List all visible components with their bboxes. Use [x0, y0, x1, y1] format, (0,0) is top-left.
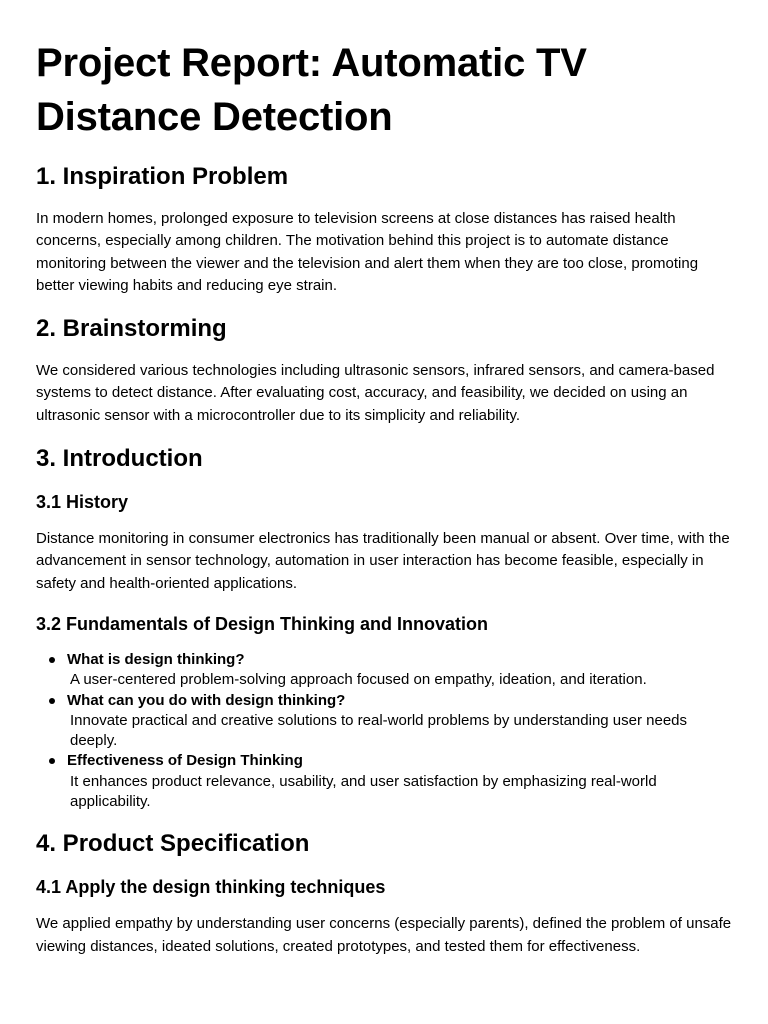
section-heading: 3. Introduction	[36, 445, 203, 473]
section-introduction	[36, 444, 732, 812]
document-title: Project Report: Automatic TV Distance Detection	[36, 41, 587, 139]
section-paragraph: We considered various technologies including ultrasonic sensors, infrared sensors, and camera-based systems to detect distance. After evaluating cost, accuracy, and feasibility, we decided on using an ultrasonic sensor with a microcontroller due to its simplicity and reliability.	[36, 362, 715, 424]
bullet-list	[36, 650, 732, 812]
section-inspiration-problem	[36, 162, 732, 297]
subsection-history	[36, 490, 732, 595]
section-heading: 4. Product Specification	[36, 830, 310, 858]
list-item-description: A user-centered problem-solving approach focused on empathy, ideation, and iteration.	[70, 671, 647, 689]
list-item	[67, 751, 732, 812]
subsection-heading: 3.1 History	[36, 492, 129, 513]
list-item-description: It enhances product relevance, usability, and user satisfaction by emphasizing real-world applicability.	[70, 772, 657, 811]
subsection-heading: 4.1 Apply the design thinking techniques	[36, 877, 386, 898]
section-heading: 2. Brainstorming	[36, 315, 227, 343]
list-item-term: What is design thinking?	[67, 650, 245, 668]
list-item	[67, 691, 732, 752]
subsection-design-thinking-techniques	[36, 875, 732, 958]
subsection-paragraph: We applied empathy by understanding user concerns (especially parents), defined the problem of unsafe viewing distances, ideated solutions, created prototypes, and tested them for effectiveness.	[36, 915, 732, 955]
section-product-specification	[36, 829, 732, 958]
section-paragraph: In modern homes, prolonged exposure to television screens at close distances has raised health concerns, especially among children. The motivation behind this project is to automate distance monitoring between the viewer and the television and alert them when they are too close, promoting better viewing habits and reducing eye strain.	[36, 210, 699, 294]
list-item-term: Effectiveness of Design Thinking	[67, 752, 303, 770]
section-brainstorming	[36, 314, 732, 427]
subsection-paragraph: Distance monitoring in consumer electronics has traditionally been manual or absent. Over time, with the advancement in sensor technology, automation in user interaction has become feasible, especially in safety and health-oriented applications.	[36, 530, 730, 592]
list-item	[67, 650, 732, 691]
subsection-design-thinking-fundamentals	[36, 612, 732, 812]
list-item-description: Innovate practical and creative solutions to real-world problems by understanding user needs deeply.	[70, 711, 688, 750]
list-item-term: What can you do with design thinking?	[67, 691, 346, 709]
section-heading: 1. Inspiration Problem	[36, 163, 289, 190]
subsection-heading: 3.2 Fundamentals of Design Thinking and Innovation	[36, 613, 489, 634]
